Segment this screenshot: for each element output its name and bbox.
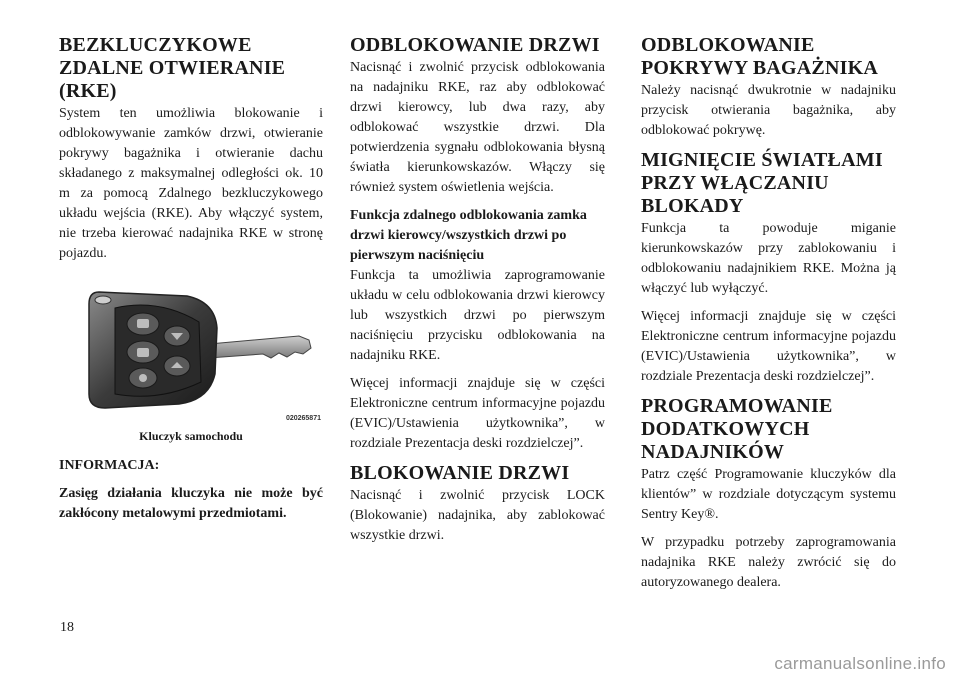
note-label: INFORMACJA: [59, 458, 160, 473]
column-right [641, 34, 896, 601]
page-number: 18 [60, 620, 74, 635]
column-left [59, 34, 323, 532]
remote-unlock-paragraph: Funkcja ta umożliwia zaprogramowanie układu w celu odblokowania drzwi kierowcy lub wszystkich drzwi po pierwszym naciśnięciu przycisku odblokowania na nadajniku RKE. [350, 268, 605, 363]
heading-flash-lights: MIGNIĘCIE ŚWIATŁAMI PRZY WŁĄCZANIU BLOKADY [641, 149, 883, 217]
unlock-trunk-paragraph: Należy nacisnąć dwukrotnie w nadajniku przycisk otwierania bagażnika, aby odblokować pokrywę. [641, 83, 896, 138]
evic-reference-paragraph-2: Więcej informacji znajduje się w części Elektroniczne centrum informacyjne pojazdu (EVIC)/Ustawienia użytkownika”, w rozdziale Prezentacja deski rozdzielczej”. [641, 309, 896, 384]
watermark: carmanualsonline.info [774, 654, 946, 673]
dealer-paragraph: W przypadku potrzeby zaprogramowania nadajnika RKE należy zwrócić się do autoryzowanego dealera. [641, 535, 896, 590]
figure-caption: Kluczyk samochodu [139, 429, 243, 443]
heading-unlock-trunk: ODBLOKOWANIE POKRYWY BAGAŻNIKA [641, 34, 878, 79]
figure-code: 020265871 [285, 415, 321, 422]
lock-doors-paragraph: Nacisnąć i zwolnić przycisk LOCK (Blokowanie) nadajnika, aby zablokować wszystkie drzwi. [350, 488, 605, 543]
remote-unlock-subheading: Funkcja zdalnego odblokowania zamka drzwi kierowcy/wszystkich drzwi po pierwszym naciśnięciu [350, 208, 587, 263]
heading-lock-doors: BLOKOWANIE DRZWI [350, 462, 570, 484]
heading-rke: BEZKLUCZYKOWE ZDALNE OTWIERANIE (RKE) [59, 34, 286, 102]
program-keys-paragraph: Patrz część Programowanie kluczyków dla klientów” w rozdziale dotyczącym systemu Sentry Key®. [641, 467, 896, 522]
heading-unlock-doors: ODBLOKOWANIE DRZWI [350, 34, 600, 56]
flash-lights-paragraph: Funkcja ta powoduje miganie kierunkowskazów przy zablokowaniu i odblokowaniu nadajnikiem RKE. Można ją włączyć lub wyłączyć. [641, 221, 896, 296]
rke-intro-paragraph: System ten umożliwia blokowanie i odblokowywanie zamków drzwi, otwieranie pokrywy bagażnika i otwieranie dachu składanego z maksymalnej odległości ok. 10 m za pomocą Zdalnego bezkluczykowego układu wejścia (RKE). Aby włączyć system, nie trzeba kierować nadajnika RKE w stronę pojazdu. [59, 106, 323, 261]
evic-reference-paragraph: Więcej informacji znajduje się w części Elektroniczne centrum informacyjne pojazdu (EVIC)/Ustawienia użytkownika”, w rozdziale Prezentacja deski rozdzielczej”. [350, 376, 605, 451]
unlock-doors-paragraph: Nacisnąć i zwolnić przycisk odblokowania na nadajniku RKE, raz aby odblokować drzwi kierowcy, lub dwa razy, aby odblokować wszystkie drzwi. Dla potwierdzenia sygnału odblokowania błysną światła kierunkowskazów. Włączy się również system oświetlenia wejścia. [350, 60, 605, 195]
column-middle [350, 34, 605, 554]
car-key-illustration [59, 278, 323, 424]
note-text: Zasięg działania kluczyka nie może być zakłócony metalowymi przedmiotami. [59, 486, 323, 521]
heading-program-transmitters: PROGRAMOWANIE DODATKOWYCH NADAJNIKÓW [641, 395, 833, 463]
key-figure [59, 278, 323, 424]
